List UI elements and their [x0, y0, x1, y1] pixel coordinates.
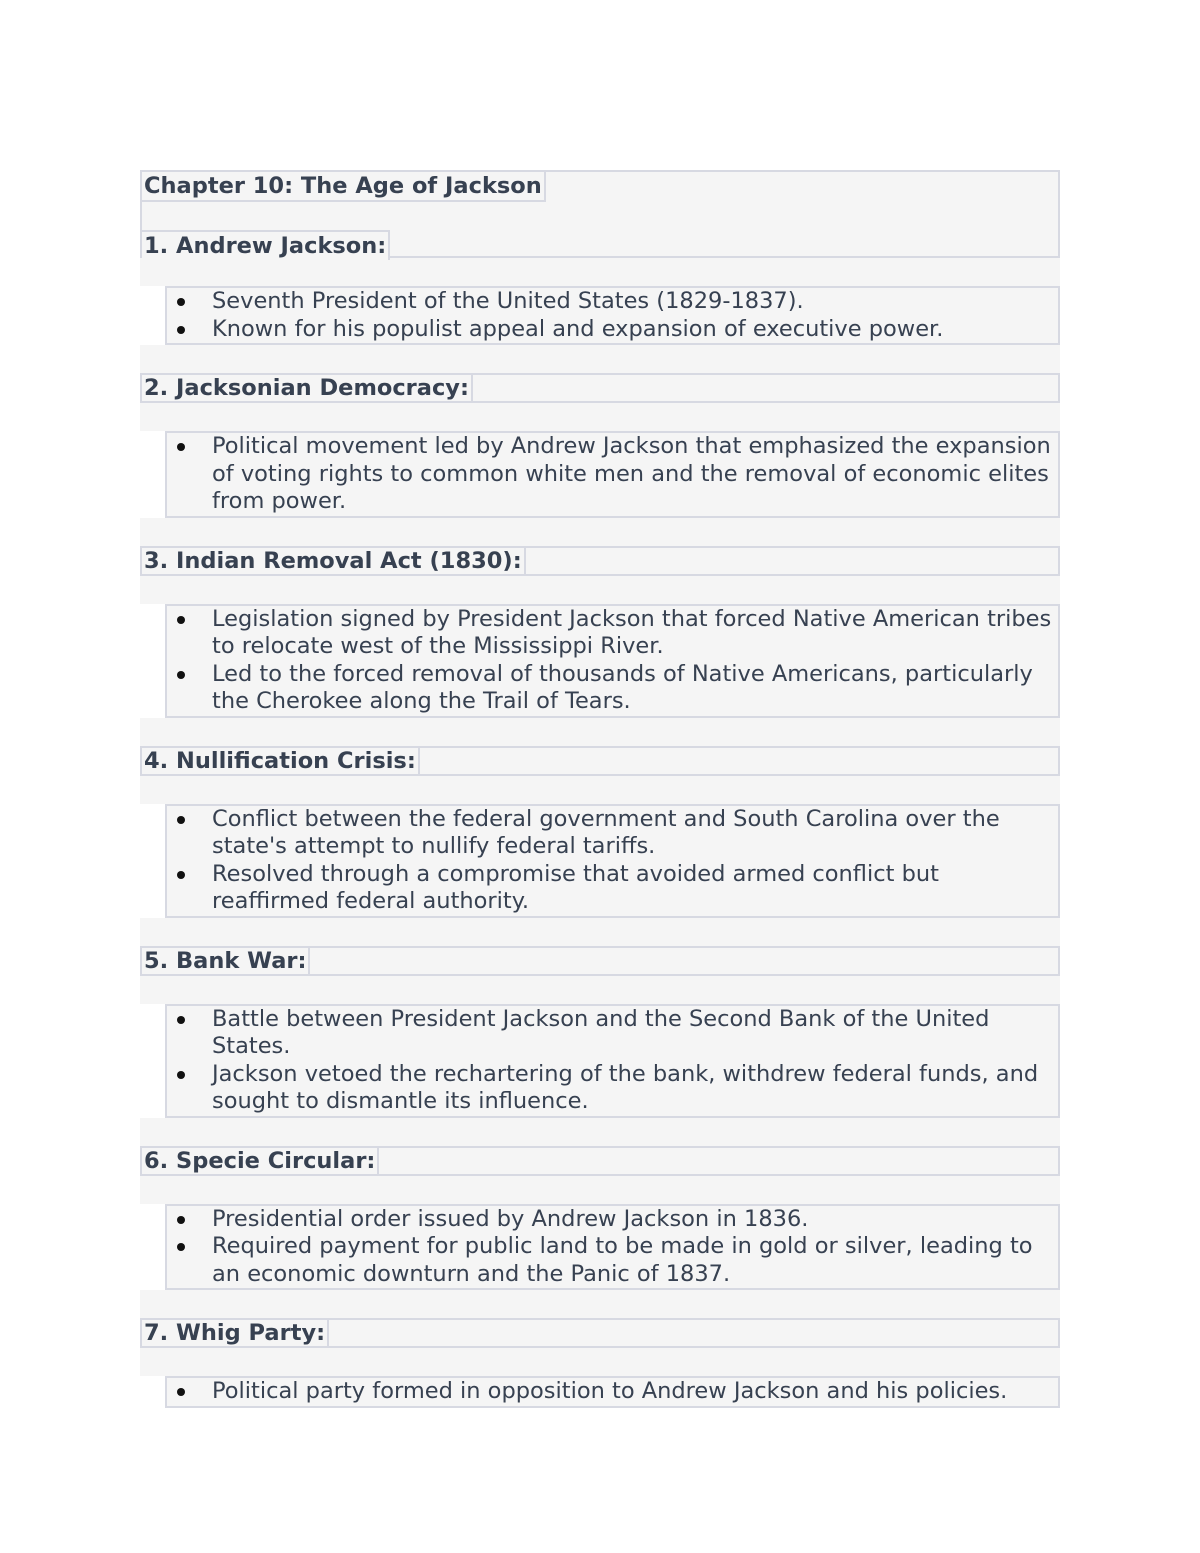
bullet-list: [165, 1376, 1060, 1408]
spacer: [140, 1176, 1060, 1204]
list-item: [167, 433, 1058, 516]
bullet-list: [165, 1004, 1060, 1118]
bullet-icon: [177, 1243, 185, 1251]
bullet-text: Battle between President Jackson and the Second Bank of the United States.: [212, 1005, 990, 1059]
bullet-list: [165, 804, 1060, 918]
spacer: [140, 1290, 1060, 1318]
bullet-icon: [177, 616, 185, 624]
bullet-text: Jackson vetoed the rechartering of the bank, withdrew federal funds, and sought to dismantle its influence.: [212, 1060, 1039, 1114]
spacer: [140, 718, 1060, 746]
bullet-text: Political party formed in opposition to Andrew Jackson and his policies.: [212, 1378, 1008, 1404]
bullet-icon: [177, 1216, 185, 1224]
spacer: [140, 1348, 1060, 1376]
bullet-icon: [177, 326, 185, 334]
section-heading: 7. Whig Party:: [142, 1320, 329, 1346]
spacer: [140, 576, 1060, 604]
list-item: [167, 1206, 1058, 1234]
bullet-icon: [177, 671, 185, 679]
list-item: [167, 1061, 1058, 1116]
section-heading: 4. Nullification Crisis:: [142, 748, 420, 774]
spacer: [140, 976, 1060, 1004]
title-block: [140, 170, 1060, 258]
bullet-text: Required payment for public land to be made in gold or silver, leading to an economic downturn and the Panic of 1837.: [212, 1233, 1033, 1287]
bullet-icon: [177, 816, 185, 824]
bullet-icon: [177, 443, 185, 451]
bullet-text: Conflict between the federal government and South Carolina over the state's attempt to nullify federal tariffs.: [212, 805, 1000, 859]
list-item: [167, 1378, 1058, 1406]
document: [140, 170, 1060, 1408]
bullet-list: [165, 1204, 1060, 1291]
bullet-icon: [177, 1016, 185, 1024]
bullet-text: Led to the forced removal of thousands of Native Americans, particularly the Cherokee along the Trail of Tears.: [212, 660, 1033, 714]
bullet-text: Presidential order issued by Andrew Jackson in 1836.: [212, 1205, 809, 1232]
section-heading-box: [140, 1146, 1060, 1176]
bullet-icon: [177, 871, 185, 879]
bullet-icon: [177, 1388, 185, 1396]
section-heading-box: [140, 946, 1060, 976]
spacer: [140, 918, 1060, 946]
bullet-text: Known for his populist appeal and expansion of executive power.: [212, 315, 944, 342]
list-item: [167, 288, 1058, 316]
spacer: [140, 258, 1060, 286]
page-title: Chapter 10: The Age of Jackson: [142, 172, 546, 202]
bullet-list: [165, 431, 1060, 518]
bullet-text: Political movement led by Andrew Jackson that emphasized the expansion of voting rights to common white men and the removal of economic elites from power.: [212, 433, 1051, 514]
spacer: [140, 345, 1060, 373]
spacer: [140, 776, 1060, 804]
list-item: [167, 861, 1058, 916]
bullet-text: Legislation signed by President Jackson that forced Native American tribes to relocate west of the Mississippi River.: [212, 605, 1052, 659]
bullet-icon: [177, 298, 185, 306]
list-item: [167, 606, 1058, 661]
list-item: [167, 806, 1058, 861]
section-heading: 5. Bank War:: [142, 948, 310, 974]
section-heading-box: [140, 546, 1060, 576]
bullet-list: [165, 604, 1060, 718]
section-heading: 3. Indian Removal Act (1830):: [142, 548, 526, 574]
bullet-text: Seventh President of the United States (1829-1837).: [212, 288, 804, 314]
spacer: [140, 518, 1060, 546]
spacer: [140, 403, 1060, 431]
section-heading: 6. Specie Circular:: [142, 1148, 379, 1174]
section-heading-box: [140, 746, 1060, 776]
list-item: [167, 661, 1058, 716]
list-item: [167, 316, 1058, 344]
bullet-list: [165, 286, 1060, 345]
section-heading-box: [140, 1318, 1060, 1348]
bullet-icon: [177, 1071, 185, 1079]
list-item: [167, 1233, 1058, 1288]
bullet-text: Resolved through a compromise that avoided armed conflict but reaffirmed federal authority.: [212, 860, 939, 914]
section-heading: 1. Andrew Jackson:: [142, 230, 390, 260]
spacer: [140, 1118, 1060, 1146]
section-heading: 2. Jacksonian Democracy:: [142, 375, 473, 401]
list-item: [167, 1006, 1058, 1061]
section-heading-box: [140, 373, 1060, 403]
